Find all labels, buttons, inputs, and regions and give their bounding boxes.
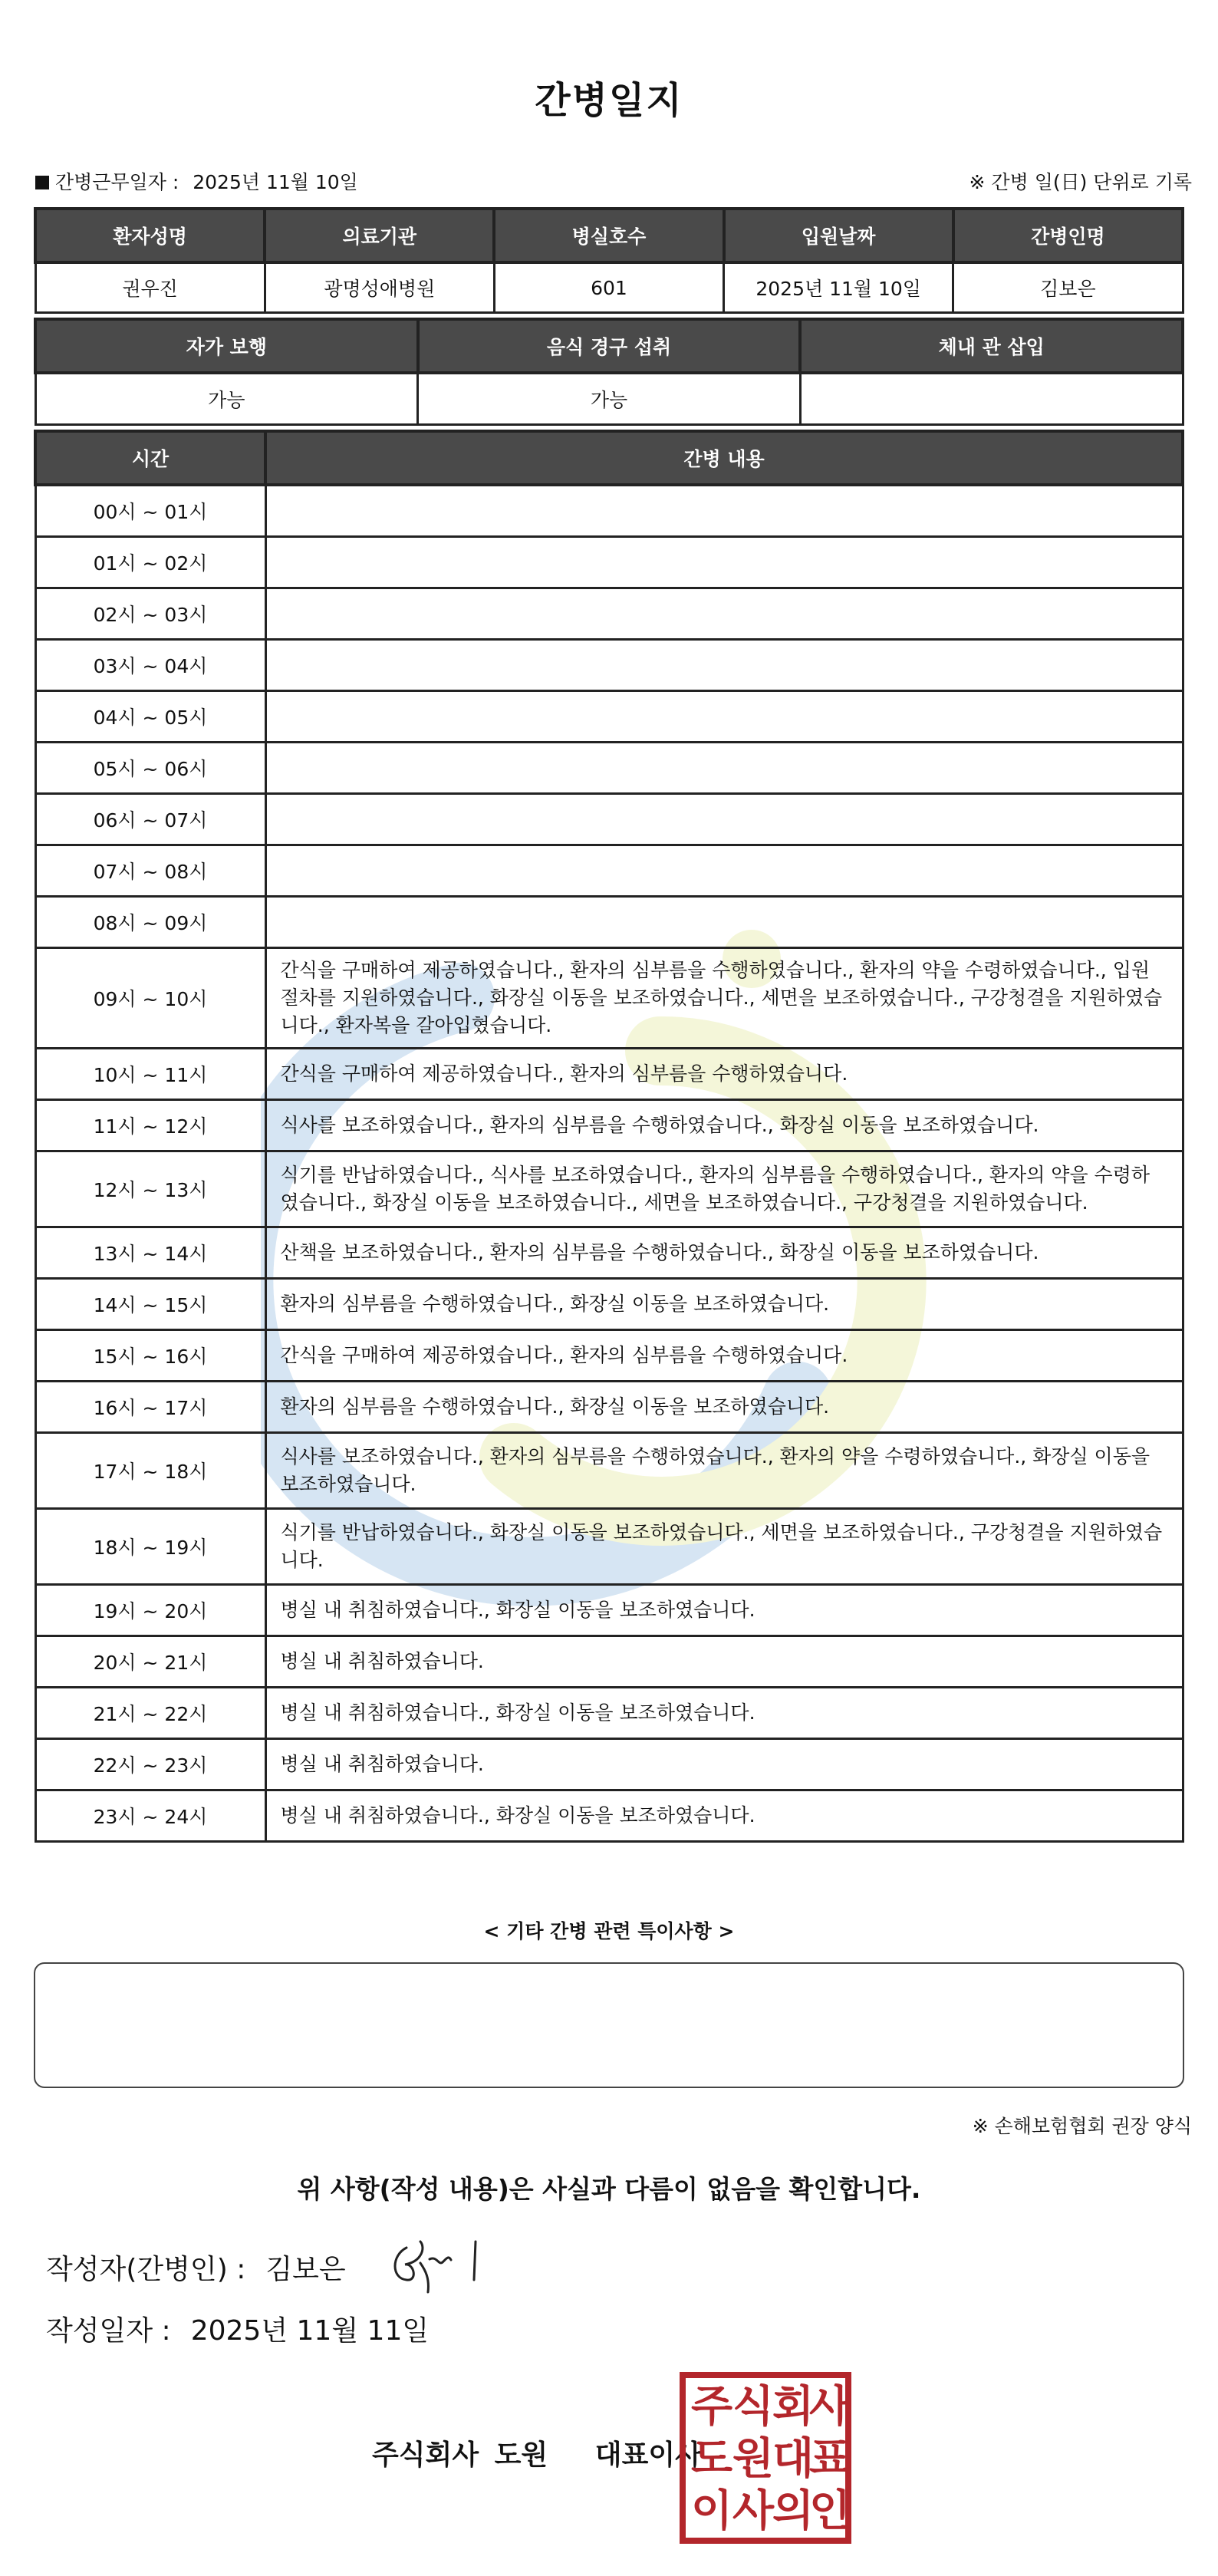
time-slot: 09시 ~ 10시 (35, 948, 265, 1049)
square-bullet-icon (35, 176, 49, 189)
care-content: 병실 내 취침하였습니다., 화장실 이동을 보조하였습니다. (265, 1688, 1183, 1739)
hospital-name: 광명성애병원 (265, 262, 494, 313)
time-slot: 20시 ~ 21시 (35, 1636, 265, 1688)
svg-text:주: 주 (690, 2382, 733, 2432)
svg-text:식: 식 (732, 2382, 775, 2432)
header-care-content: 간병 내용 (265, 431, 1183, 485)
care-content: 환자의 심부름을 수행하였습니다., 화장실 이동을 보조하였습니다. (265, 1382, 1183, 1433)
time-slot: 01시 ~ 02시 (35, 537, 265, 588)
table-row (35, 640, 1183, 691)
care-content: 병실 내 취침하였습니다. (265, 1636, 1183, 1688)
table-row (35, 537, 1183, 588)
table-row (35, 1739, 1183, 1790)
unit-note: ※ 간병 일(日) 단위로 기록 (969, 171, 1192, 193)
care-content: 식기를 반납하였습니다., 화장실 이동을 보조하였습니다., 세면을 보조하였습니다., 구강청결을 지원하였습니다. (265, 1509, 1183, 1585)
care-content (265, 743, 1183, 794)
written-date-line (46, 2309, 429, 2348)
svg-text:표: 표 (808, 2434, 851, 2484)
tube-status (800, 373, 1183, 425)
writer-line (46, 2248, 346, 2287)
svg-text:사: 사 (732, 2486, 775, 2536)
time-slot: 14시 ~ 15시 (35, 1279, 265, 1330)
care-content: 간식을 구매하여 제공하였습니다., 환자의 심부름을 수행하였습니다. (265, 1049, 1183, 1100)
table-row (35, 1049, 1183, 1100)
table-row (35, 691, 1183, 743)
patient-info-table (34, 207, 1184, 314)
company-name: 주식회사 도원 대표이사 (372, 2439, 702, 2471)
table-row (35, 948, 1183, 1049)
table-row (35, 485, 1183, 537)
header-time: 시간 (35, 431, 265, 485)
care-content (265, 691, 1183, 743)
svg-text:도: 도 (690, 2434, 733, 2484)
written-date-value: 2025년 11월 11일 (190, 2315, 430, 2347)
table-row (35, 1100, 1183, 1151)
admission-date: 2025년 11월 10일 (724, 262, 953, 313)
table-row (35, 897, 1183, 948)
care-content (265, 588, 1183, 640)
patient-status-table (34, 318, 1184, 426)
time-slot: 17시 ~ 18시 (35, 1433, 265, 1509)
time-slot: 23시 ~ 24시 (35, 1790, 265, 1842)
time-slot: 07시 ~ 08시 (35, 845, 265, 897)
header-admission-date: 입원날짜 (724, 209, 953, 262)
time-slot: 15시 ~ 16시 (35, 1330, 265, 1382)
time-slot: 06시 ~ 07시 (35, 794, 265, 845)
company-seal (678, 2370, 853, 2545)
time-slot: 21시 ~ 22시 (35, 1688, 265, 1739)
care-content: 산책을 보조하였습니다., 환자의 심부름을 수행하였습니다., 화장실 이동을 보조하였습니다. (265, 1227, 1183, 1279)
header-hospital: 의료기관 (265, 209, 494, 262)
table-row (35, 1688, 1183, 1739)
header-room: 병실호수 (494, 209, 723, 262)
care-content (265, 640, 1183, 691)
header-patient-name: 환자성명 (35, 209, 265, 262)
oral-intake-status: 가능 (418, 373, 801, 425)
care-content: 간식을 구매하여 제공하였습니다., 환자의 심부름을 수행하였습니다. (265, 1330, 1183, 1382)
care-content (265, 485, 1183, 537)
table-row (35, 1509, 1183, 1585)
care-content (265, 794, 1183, 845)
table-row (35, 1227, 1183, 1279)
writer-label: 작성자(간병인) : (46, 2254, 246, 2285)
written-date-label: 작성일자 : (46, 2315, 171, 2347)
patient-name: 권우진 (35, 262, 265, 313)
care-content: 환자의 심부름을 수행하였습니다., 화장실 이동을 보조하였습니다. (265, 1279, 1183, 1330)
duty-date-line (35, 167, 358, 195)
care-content: 식사를 보조하였습니다., 환자의 심부름을 수행하였습니다., 화장실 이동을 보조하였습니다. (265, 1100, 1183, 1151)
time-slot: 04시 ~ 05시 (35, 691, 265, 743)
time-slot: 12시 ~ 13시 (35, 1151, 265, 1227)
walking-status: 가능 (35, 373, 418, 425)
time-slot: 03시 ~ 04시 (35, 640, 265, 691)
room-number: 601 (494, 262, 723, 313)
care-content: 병실 내 취침하였습니다. (265, 1739, 1183, 1790)
svg-text:사: 사 (808, 2382, 851, 2432)
table-row (35, 1433, 1183, 1509)
table-row (35, 1279, 1183, 1330)
header-walking: 자가 보행 (35, 319, 418, 373)
care-content (265, 537, 1183, 588)
duty-label: 간병근무일자 : (55, 171, 179, 193)
time-slot: 22시 ~ 23시 (35, 1739, 265, 1790)
svg-text:회: 회 (772, 2382, 815, 2432)
care-content: 병실 내 취침하였습니다., 화장실 이동을 보조하였습니다. (265, 1790, 1183, 1842)
care-content: 식기를 반납하였습니다., 식사를 보조하였습니다., 환자의 심부름을 수행하였습니다., 환자의 약을 수령하였습니다., 화장실 이동을 보조하였습니다., 세면을 보조하였습니다., 구강청결을 지원하였습니다. (265, 1151, 1183, 1227)
table-row (35, 1330, 1183, 1382)
care-content (265, 845, 1183, 897)
table-row (35, 1151, 1183, 1227)
time-slot: 16시 ~ 17시 (35, 1382, 265, 1433)
writer-name: 김보은 (265, 2254, 346, 2285)
time-slot: 19시 ~ 20시 (35, 1585, 265, 1636)
document-title: 간병일지 (535, 79, 683, 122)
confirmation-statement: 위 사항(작성 내용)은 사실과 다름이 없음을 확인합니다. (297, 2174, 921, 2204)
time-slot: 05시 ~ 06시 (35, 743, 265, 794)
recommend-note: ※ 손해보험협회 권장 양식 (972, 2115, 1192, 2137)
svg-text:의: 의 (772, 2486, 815, 2536)
time-slot: 02시 ~ 03시 (35, 588, 265, 640)
header-tube: 체내 관 삽입 (800, 319, 1183, 373)
signature-image (384, 2225, 491, 2301)
notes-title: < 기타 간병 관련 특이사항 > (483, 1920, 735, 1942)
table-row (35, 588, 1183, 640)
table-row (35, 1382, 1183, 1433)
notes-box (34, 1962, 1184, 2088)
table-row (35, 743, 1183, 794)
table-row (35, 1585, 1183, 1636)
time-slot: 18시 ~ 19시 (35, 1509, 265, 1585)
time-slot: 08시 ~ 09시 (35, 897, 265, 948)
time-slot: 10시 ~ 11시 (35, 1049, 265, 1100)
svg-text:원: 원 (732, 2434, 775, 2484)
table-row (35, 1790, 1183, 1842)
table-row (35, 794, 1183, 845)
care-content: 식사를 보조하였습니다., 환자의 심부름을 수행하였습니다., 환자의 약을 수령하였습니다., 화장실 이동을 보조하였습니다. (265, 1433, 1183, 1509)
svg-text:인: 인 (808, 2486, 851, 2536)
time-slot: 00시 ~ 01시 (35, 485, 265, 537)
svg-text:대: 대 (772, 2434, 815, 2484)
time-slot: 13시 ~ 14시 (35, 1227, 265, 1279)
duty-date: 2025년 11월 10일 (193, 171, 358, 193)
table-row (35, 845, 1183, 897)
time-slot: 11시 ~ 12시 (35, 1100, 265, 1151)
care-log-table (34, 430, 1184, 1843)
svg-text:이: 이 (690, 2486, 733, 2536)
care-content: 간식을 구매하여 제공하였습니다., 환자의 심부름을 수행하였습니다., 환자의 약을 수령하였습니다., 입원절차를 지원하였습니다., 화장실 이동을 보조하였습니다., 세면을 보조하였습니다., 구강청결을 지원하였습니다., 환자복을 갈아입혔습니다. (265, 948, 1183, 1049)
table-row (35, 1636, 1183, 1688)
header-oral-intake: 음식 경구 섭취 (418, 319, 801, 373)
care-content: 병실 내 취침하였습니다., 화장실 이동을 보조하였습니다. (265, 1585, 1183, 1636)
care-content (265, 897, 1183, 948)
caregiver-name: 김보은 (953, 262, 1183, 313)
header-caregiver: 간병인명 (953, 209, 1183, 262)
